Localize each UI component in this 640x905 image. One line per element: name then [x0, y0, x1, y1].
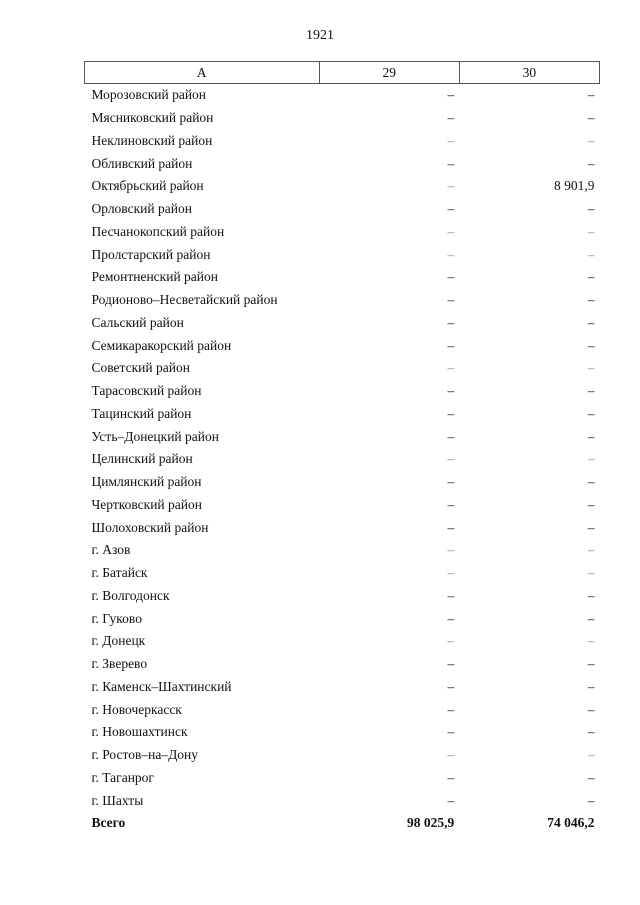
value-29: – — [447, 269, 455, 285]
header-col-30: 30 — [459, 62, 599, 84]
table-row — [85, 767, 600, 790]
value-30: – — [587, 383, 595, 399]
value-30: – — [587, 223, 595, 239]
value-30: – — [587, 542, 595, 558]
table-row — [85, 789, 600, 812]
row-name: Песчанокопский район — [91, 223, 225, 239]
value-30: – — [587, 451, 595, 467]
value-30: – — [587, 565, 595, 581]
row-name: Ремонтненский район — [91, 269, 218, 285]
value-29: – — [447, 405, 455, 421]
value-30: – — [587, 428, 595, 444]
header-row — [85, 62, 600, 84]
value-29: – — [447, 678, 455, 694]
value-29: – — [447, 292, 455, 308]
table-row — [85, 357, 600, 380]
table-row — [85, 130, 600, 153]
table-body — [85, 84, 600, 835]
row-name: Сальский район — [91, 314, 184, 330]
value-30: – — [587, 474, 595, 490]
value-30: – — [587, 87, 595, 103]
row-name: г. Батайск — [91, 565, 148, 581]
value-30: – — [587, 792, 595, 808]
value-29: – — [447, 314, 455, 330]
value-29: – — [447, 360, 455, 376]
row-name: Семикаракорский район — [91, 337, 232, 353]
row-name: Октябрьский район — [91, 178, 204, 194]
row-name: Тарасовский район — [91, 383, 202, 399]
table-row — [85, 84, 600, 107]
header-col-29: 29 — [319, 62, 459, 84]
value-30: – — [587, 610, 595, 626]
value-29: – — [447, 178, 455, 194]
value-29: – — [447, 519, 455, 535]
value-29: – — [447, 451, 455, 467]
table-row — [85, 403, 600, 426]
value-29: – — [447, 87, 455, 103]
value-29: – — [447, 132, 455, 148]
table-row — [85, 562, 600, 585]
row-name: г. Зверево — [91, 656, 148, 672]
value-29: – — [447, 610, 455, 626]
value-30: – — [587, 701, 595, 717]
row-name: Морозовский район — [91, 87, 207, 103]
table-row — [85, 494, 600, 517]
table-row — [85, 221, 600, 244]
row-name: Усть–Донецкий район — [91, 428, 219, 444]
row-name: Орловский район — [91, 201, 192, 217]
value-30: – — [587, 747, 595, 763]
value-30: – — [587, 496, 595, 512]
value-30: – — [587, 633, 595, 649]
row-name: Пролстарский район — [91, 246, 211, 262]
table-row — [85, 425, 600, 448]
data-table — [84, 61, 600, 835]
table-row — [85, 698, 600, 721]
value-30: – — [587, 132, 595, 148]
row-name: г. Новошахтинск — [91, 724, 188, 740]
table-row — [85, 653, 600, 676]
row-name: Советский район — [91, 360, 190, 376]
value-30: – — [587, 724, 595, 740]
total-row — [85, 812, 600, 835]
value-30: – — [587, 110, 595, 126]
value-30: – — [587, 678, 595, 694]
value-30: – — [587, 314, 595, 330]
value-29: – — [447, 496, 455, 512]
value-29: – — [447, 565, 455, 581]
row-name: г. Каменск–Шахтинский — [91, 678, 232, 694]
row-name: г. Таганрог — [91, 769, 154, 785]
value-29: – — [447, 474, 455, 490]
value-30: – — [587, 155, 595, 171]
table-row — [85, 607, 600, 630]
row-name: г. Шахты — [91, 792, 144, 808]
total-label: Всего — [91, 815, 126, 831]
value-30: – — [587, 769, 595, 785]
table-row — [85, 676, 600, 699]
value-30: – — [587, 337, 595, 353]
table-row — [85, 289, 600, 312]
value-30: – — [587, 405, 595, 421]
table-row — [85, 266, 600, 289]
table-header — [85, 62, 600, 84]
row-name: г. Донецк — [91, 633, 146, 649]
value-29: – — [447, 110, 455, 126]
row-name: Неклиновский район — [91, 132, 213, 148]
row-name: Тацинский район — [91, 405, 192, 421]
row-name: Целинский район — [91, 451, 193, 467]
value-29: – — [447, 587, 455, 603]
table-row — [85, 721, 600, 744]
value-29: – — [447, 701, 455, 717]
total-value-30: 74 046,2 — [547, 815, 595, 831]
row-name: г. Азов — [91, 542, 131, 558]
table-row — [85, 585, 600, 608]
value-30: – — [587, 292, 595, 308]
value-30: – — [587, 656, 595, 672]
value-30: – — [587, 519, 595, 535]
value-29: – — [447, 633, 455, 649]
value-29: – — [447, 542, 455, 558]
row-name: Цимлянский район — [91, 474, 202, 490]
value-29: – — [447, 337, 455, 353]
table-row — [85, 198, 600, 221]
table-row — [85, 630, 600, 653]
value-29: – — [447, 769, 455, 785]
header-col-a: А — [85, 62, 320, 84]
table-row — [85, 744, 600, 767]
table-row — [85, 448, 600, 471]
table-row — [85, 175, 600, 198]
value-29: – — [447, 383, 455, 399]
row-name: Шолоховский район — [91, 519, 209, 535]
value-30: – — [587, 201, 595, 217]
value-30: 8 901,9 — [554, 178, 595, 194]
value-29: – — [447, 428, 455, 444]
table-row — [85, 152, 600, 175]
value-30: – — [587, 360, 595, 376]
table-row — [85, 312, 600, 335]
table-row — [85, 107, 600, 130]
table-row — [85, 516, 600, 539]
table-row — [85, 334, 600, 357]
table-row — [85, 380, 600, 403]
value-29: – — [447, 724, 455, 740]
row-name: г. Гуково — [91, 610, 142, 626]
row-name: г. Волгодонск — [91, 587, 170, 603]
value-29: – — [447, 656, 455, 672]
row-name: Обливский район — [91, 155, 193, 171]
value-30: – — [587, 269, 595, 285]
value-29: – — [447, 747, 455, 763]
table-row — [85, 243, 600, 266]
value-29: – — [447, 223, 455, 239]
value-29: – — [447, 792, 455, 808]
row-name: Чертковский район — [91, 496, 202, 512]
row-name: г. Новочеркасск — [91, 701, 182, 717]
total-value-29: 98 025,9 — [407, 815, 455, 831]
table-row — [85, 471, 600, 494]
row-name: г. Ростов–на–Дону — [91, 747, 199, 763]
row-name: Родионово–Несветайский район — [91, 292, 278, 308]
table-row — [85, 539, 600, 562]
row-name: Мясниковский район — [91, 110, 214, 126]
value-30: – — [587, 246, 595, 262]
value-30: – — [587, 587, 595, 603]
value-29: – — [447, 155, 455, 171]
value-29: – — [447, 201, 455, 217]
value-29: – — [447, 246, 455, 262]
page-number: 1921 — [306, 28, 334, 43]
